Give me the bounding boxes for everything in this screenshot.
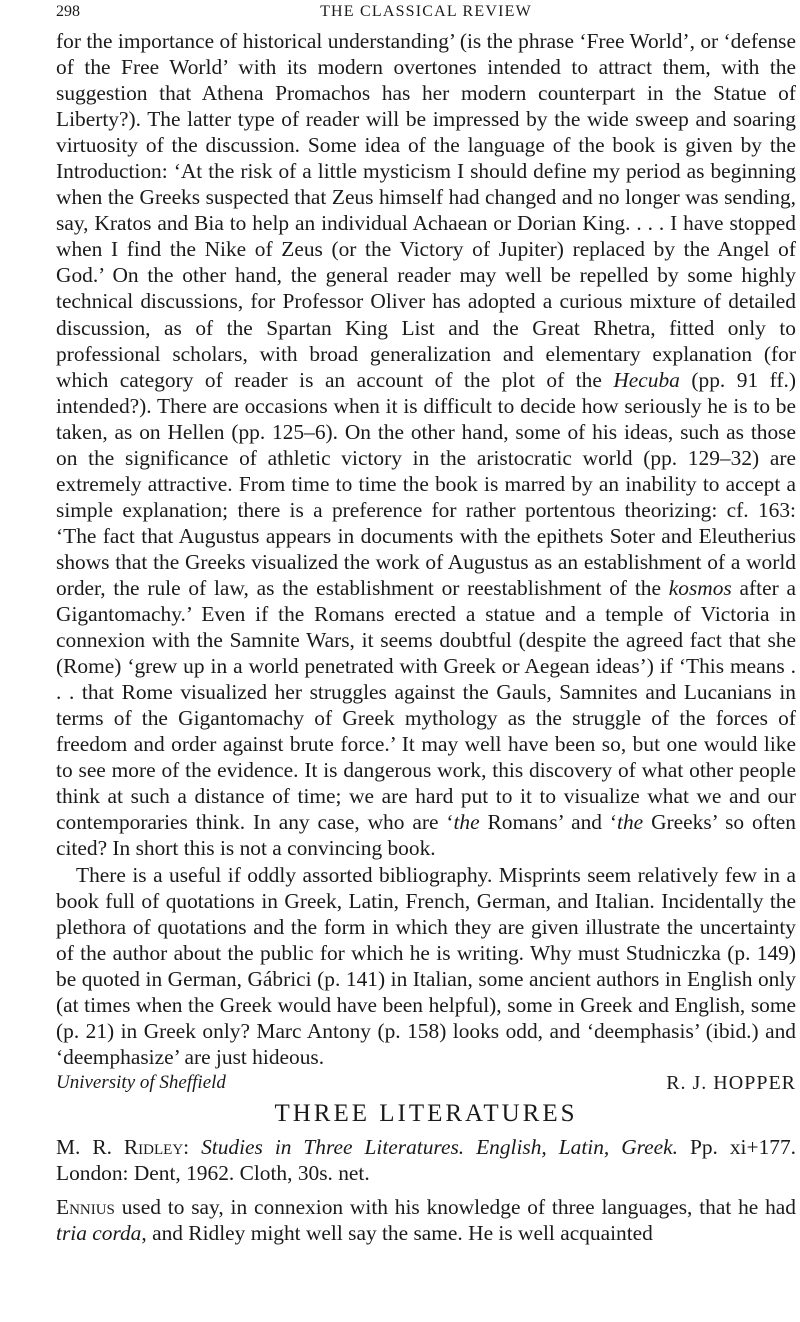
- reviewer-name: R. J. HOPPER: [666, 1071, 796, 1094]
- review-signature: [56, 1070, 796, 1096]
- running-head: [56, 0, 796, 24]
- opening-italic: tria corda: [56, 1221, 142, 1246]
- italic-term: Hecuba: [613, 367, 680, 392]
- book-author-initials: M. R.: [56, 1134, 124, 1159]
- section-title: THREE LITERATURES: [274, 1099, 578, 1127]
- review-paragraph-1: [56, 28, 796, 862]
- italic-term: kosmos: [668, 575, 732, 600]
- text-run: Greeks’ so often cited? In short this is not a convincing book.: [56, 810, 796, 861]
- page-number: 298: [56, 3, 80, 20]
- book-reference: M. R. Ridley: Studies in Three Literatures. English, Latin, Greek. Pp. xi+177. London: Dent, 1962. Cloth, 30s. net.: [56, 1134, 796, 1185]
- text-run: Romans’ and ‘: [479, 810, 618, 835]
- review-opening-paragraph: [56, 1194, 796, 1246]
- opening-word: Ennius: [56, 1194, 115, 1219]
- text-run: for the importance of historical understanding’ (is the phrase ‘Free World’, or ‘defense of the Free World’ with its modern overtones intended to attract them, with the suggestion that Athena Promachos has her modern counterpart in the Statue of Liberty?). The latter type of reader will be impressed by the wide sweep and soaring virtuosity of the discussion. Some idea of the language of the book is given by the Introduction: ‘At the risk of a little mysticism I should define my period as beginning when the Greeks suspected that Zeus himself had changed and no longer was sending, say, Kratos and Bia to help an individual Achaean or Dorian King. . . . I have stopped when I find the Nike of Zeus (or the Victory of Jupiter) replaced by the Angel of God.’ On the other hand, the general reader may well be repelled by some highly technical discussions, for Professor Oliver has adopted a curious mixture of detailed discussion, as of the Spartan King List and the Great Rhetra, fitted only to professional scholars, with broad generalization and elementary explanation (for which category of reader is an account of the plot of the: [56, 29, 796, 392]
- text-run: (pp. 91 ff.) intended?). There are occasions when it is difficult to decide how seriously he is to be taken, as on Hellen (pp. 125–6). On the other hand, some of his ideas, such as those on the significance of athletic victory in the aristocratic world (pp. 129–32) are extremely attractive. From time to time the book is marred by an inability to accept a simple explanation; there is a preference for rather portentous theorizing: cf. 163: ‘The fact that Augustus appears in documents with the epithets Soter and Eleutherius shows that the Greeks visualized the work of Augustus as an establishment of a world order, the rule of law, as the establishment or reestablishment of the: [56, 367, 796, 600]
- reviewer-affiliation: University of Sheffield: [56, 1071, 226, 1093]
- opening-text-b: , and Ridley might well say the same. He is well acquainted: [141, 1221, 653, 1246]
- journal-page: [56, 0, 796, 1246]
- italic-term: the: [453, 810, 480, 835]
- review-paragraph-2: There is a useful if oddly assorted bibliography. Misprints seem relatively few in a book full of quotations in Greek, Latin, French, German, and Italian. Incidentally the plethora of quotations and the form in which they are given illustrate the uncertainty of the author about the public for which he is writing. Why must Studniczka (p. 149) be quoted in German, Gábrici (p. 141) in Italian, some ancient authors in English only (at times when the Greek would have been helpful), some in Greek and English, some (p. 21) in Greek only? Marc Antony (p. 158) looks odd, and ‘deemphasis’ (ibid.) and ‘deemphasize’ are just hideous.: [56, 862, 796, 1069]
- book-author-surname: Ridley: [123, 1134, 184, 1159]
- journal-title: THE CLASSICAL REVIEW: [320, 3, 532, 20]
- book-title: Studies in Three Literatures. English, Latin, Greek.: [201, 1134, 679, 1159]
- italic-term: the: [617, 810, 644, 835]
- book-details: Pp. xi+177. London: Dent, 1962. Cloth, 30s. net.: [56, 1134, 796, 1185]
- opening-text-a: used to say, in connexion with his knowledge of three languages, that he had: [114, 1194, 796, 1219]
- text-run: after a Gigantomachy.’ Even if the Romans erected a statue and a temple of Victoria in connexion with the Samnite Wars, it seems doubtful (despite the agreed fact that she (Rome) ‘grew up in a world penetrated with Greek or Aegean ideas’) if ‘This means . . . that Rome visualized her struggles against the Gauls, Samnites and Lucanians in terms of the Gigantomachy of Greek mythology as the struggle of the forces of freedom and order against brute force.’ It may well have been so, but one would like to see more of the evidence. It is dangerous work, this discovery of what other people think at such a distance of time; we are hard put to it to visualize what we and our contemporaries think. In any case, who are ‘: [56, 575, 797, 835]
